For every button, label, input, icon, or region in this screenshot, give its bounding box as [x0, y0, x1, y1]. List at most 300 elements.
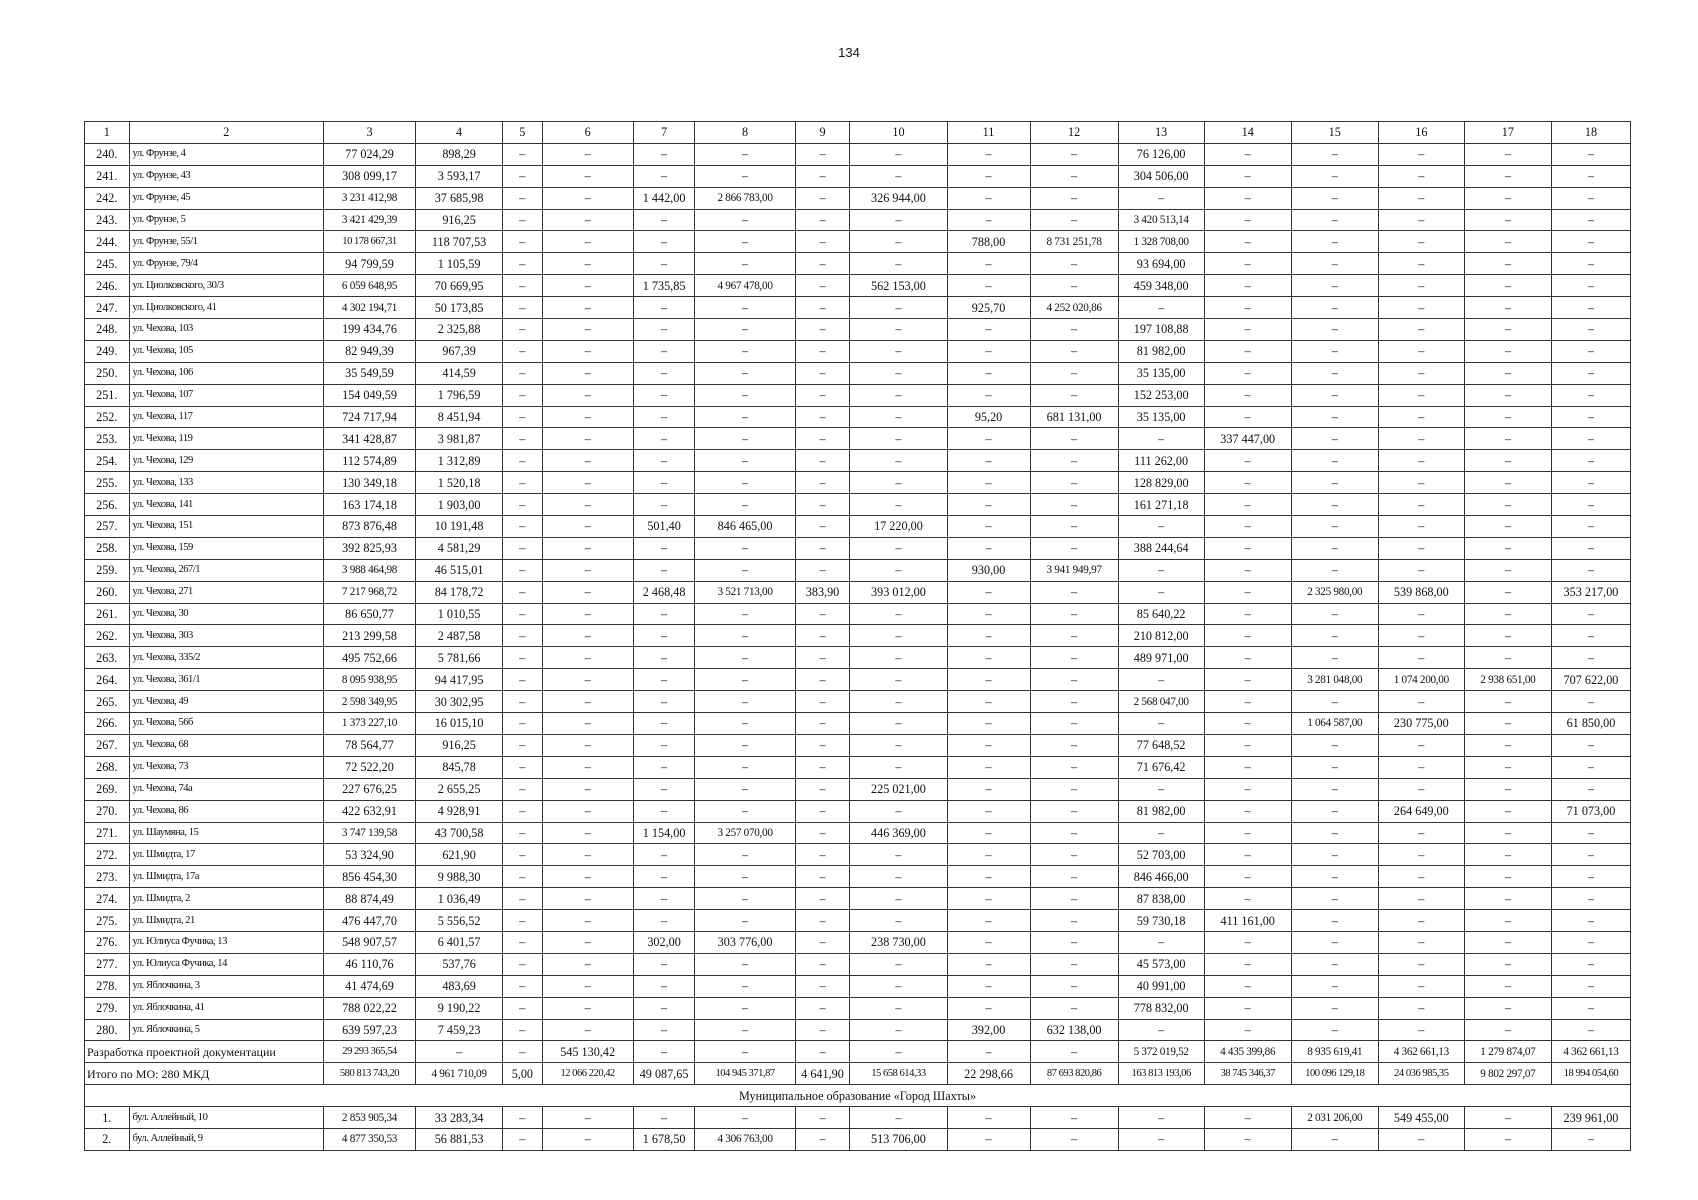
value-cell: –: [795, 362, 850, 384]
value-cell: –: [850, 691, 947, 713]
value-cell: –: [1291, 1019, 1378, 1041]
value-cell: –: [795, 647, 850, 669]
value-cell: –: [695, 559, 795, 581]
value-cell: –: [1204, 516, 1291, 538]
value-cell: 17 220,00: [850, 516, 947, 538]
address-cell: ул. Чехова, 73: [129, 756, 323, 778]
value-cell: –: [1204, 559, 1291, 581]
value-cell: –: [1551, 537, 1630, 559]
value-cell: 161 271,18: [1118, 494, 1204, 516]
value-cell: 37 685,98: [416, 187, 503, 209]
value-cell: –: [503, 340, 542, 362]
value-cell: –: [695, 362, 795, 384]
value-cell: –: [947, 319, 1030, 341]
address-cell: ул. Шмидта, 2: [129, 888, 323, 910]
value-cell: –: [542, 143, 633, 165]
value-cell: –: [1204, 800, 1291, 822]
value-cell: –: [1030, 866, 1118, 888]
value-cell: –: [947, 209, 1030, 231]
value-cell: –: [1030, 713, 1118, 735]
value-cell: –: [633, 669, 695, 691]
value-cell: 8 095 938,95: [323, 669, 415, 691]
value-cell: 3 281 048,00: [1291, 669, 1378, 691]
value-cell: –: [795, 931, 850, 953]
address-cell: ул. Чехова, 151: [129, 516, 323, 538]
table-row: [85, 844, 1631, 866]
value-cell: 724 717,94: [323, 406, 415, 428]
value-cell: 84 178,72: [416, 581, 503, 603]
column-number-13: 13: [1118, 122, 1204, 144]
value-cell: –: [542, 165, 633, 187]
value-cell: –: [947, 866, 1030, 888]
value-cell: –: [542, 603, 633, 625]
row-number-cell: 240.: [85, 143, 130, 165]
value-cell: 2 853 905,34: [323, 1107, 415, 1129]
value-cell: –: [542, 691, 633, 713]
value-cell: –: [795, 187, 850, 209]
value-cell: –: [947, 428, 1030, 450]
value-cell: 118 707,53: [416, 231, 503, 253]
value-cell: –: [1551, 975, 1630, 997]
row-number-cell: 278.: [85, 975, 130, 997]
address-cell: ул. Шаумяна, 15: [129, 822, 323, 844]
value-cell: –: [947, 625, 1030, 647]
value-cell: –: [1291, 340, 1378, 362]
table-row: [85, 165, 1631, 187]
value-cell: 72 522,20: [323, 756, 415, 778]
value-cell: –: [850, 297, 947, 319]
row-number-cell: 255.: [85, 472, 130, 494]
address-cell: ул. Чехова, 106: [129, 362, 323, 384]
value-cell: –: [1291, 143, 1378, 165]
value-cell: –: [503, 165, 542, 187]
value-cell: –: [1464, 209, 1551, 231]
value-cell: 163 813 193,06: [1118, 1063, 1204, 1085]
value-cell: –: [503, 472, 542, 494]
value-cell: –: [1464, 253, 1551, 275]
value-cell: –: [947, 450, 1030, 472]
value-cell: –: [1378, 953, 1464, 975]
value-cell: 104 945 371,87: [695, 1063, 795, 1085]
value-cell: –: [503, 559, 542, 581]
value-cell: –: [1551, 143, 1630, 165]
value-cell: –: [1464, 165, 1551, 187]
column-number-7: 7: [633, 122, 695, 144]
table-row: [85, 581, 1631, 603]
value-cell: –: [1551, 822, 1630, 844]
value-cell: 71 073,00: [1551, 800, 1630, 822]
value-cell: 52 703,00: [1118, 844, 1204, 866]
value-cell: –: [1204, 143, 1291, 165]
value-cell: –: [1030, 1107, 1118, 1129]
value-cell: 77 024,29: [323, 143, 415, 165]
value-cell: 163 174,18: [323, 494, 415, 516]
value-cell: –: [633, 406, 695, 428]
value-cell: –: [542, 1019, 633, 1041]
value-cell: –: [947, 494, 1030, 516]
value-cell: –: [542, 472, 633, 494]
value-cell: 967,39: [416, 340, 503, 362]
value-cell: –: [503, 778, 542, 800]
value-cell: –: [1464, 494, 1551, 516]
value-cell: –: [1464, 1128, 1551, 1150]
row-number-cell: 242.: [85, 187, 130, 209]
value-cell: –: [542, 187, 633, 209]
value-cell: –: [1118, 1128, 1204, 1150]
value-cell: –: [1204, 362, 1291, 384]
value-cell: 1 010,55: [416, 603, 503, 625]
value-cell: 46 110,76: [323, 953, 415, 975]
value-cell: –: [850, 844, 947, 866]
value-cell: 82 949,39: [323, 340, 415, 362]
value-cell: –: [1204, 756, 1291, 778]
value-cell: –: [850, 450, 947, 472]
column-number-6: 6: [542, 122, 633, 144]
value-cell: –: [1204, 319, 1291, 341]
value-cell: 392,00: [947, 1019, 1030, 1041]
value-cell: –: [1204, 844, 1291, 866]
value-cell: –: [1551, 362, 1630, 384]
row-number-cell: 258.: [85, 537, 130, 559]
address-cell: ул. Чехова, 105: [129, 340, 323, 362]
value-cell: 43 700,58: [416, 822, 503, 844]
value-cell: –: [1551, 209, 1630, 231]
value-cell: 3 231 412,98: [323, 187, 415, 209]
value-cell: –: [795, 778, 850, 800]
table-row: [85, 888, 1631, 910]
value-cell: –: [542, 362, 633, 384]
value-cell: 778 832,00: [1118, 997, 1204, 1019]
value-cell: –: [1378, 975, 1464, 997]
value-cell: –: [947, 1041, 1030, 1063]
value-cell: –: [1551, 165, 1630, 187]
value-cell: –: [947, 253, 1030, 275]
value-cell: –: [795, 450, 850, 472]
value-cell: 10 191,48: [416, 516, 503, 538]
value-cell: –: [795, 143, 850, 165]
value-cell: –: [1551, 275, 1630, 297]
value-cell: –: [633, 472, 695, 494]
value-cell: –: [633, 253, 695, 275]
value-cell: –: [795, 165, 850, 187]
value-cell: –: [795, 559, 850, 581]
value-cell: –: [1118, 516, 1204, 538]
value-cell: –: [947, 537, 1030, 559]
value-cell: –: [633, 800, 695, 822]
value-cell: 898,29: [416, 143, 503, 165]
table-row: [85, 559, 1631, 581]
value-cell: –: [850, 800, 947, 822]
value-cell: –: [633, 209, 695, 231]
value-cell: –: [795, 231, 850, 253]
table-row: [85, 756, 1631, 778]
value-cell: –: [542, 494, 633, 516]
value-cell: –: [695, 866, 795, 888]
address-cell: ул. Чехова, 159: [129, 537, 323, 559]
value-cell: 873 876,48: [323, 516, 415, 538]
value-cell: –: [1378, 406, 1464, 428]
address-cell: ул. Шмидта, 17: [129, 844, 323, 866]
table-row: [85, 494, 1631, 516]
value-cell: –: [1464, 384, 1551, 406]
value-cell: –: [1378, 625, 1464, 647]
value-cell: –: [1030, 340, 1118, 362]
value-cell: –: [503, 450, 542, 472]
value-cell: –: [1378, 472, 1464, 494]
value-cell: –: [947, 669, 1030, 691]
value-cell: 16 015,10: [416, 713, 503, 735]
value-cell: 846 466,00: [1118, 866, 1204, 888]
address-cell: ул. Чехова, 303: [129, 625, 323, 647]
value-cell: –: [1551, 428, 1630, 450]
value-cell: –: [1204, 1019, 1291, 1041]
value-cell: –: [503, 1128, 542, 1150]
value-cell: –: [795, 1107, 850, 1129]
value-cell: –: [542, 822, 633, 844]
column-number-3: 3: [323, 122, 415, 144]
value-cell: –: [850, 756, 947, 778]
value-cell: 2 866 783,00: [695, 187, 795, 209]
value-cell: –: [850, 888, 947, 910]
value-cell: –: [1291, 953, 1378, 975]
value-cell: –: [542, 340, 633, 362]
value-cell: 3 988 464,98: [323, 559, 415, 581]
value-cell: –: [947, 910, 1030, 932]
value-cell: 2 325 980,00: [1291, 581, 1378, 603]
value-cell: –: [1291, 1128, 1378, 1150]
value-cell: –: [1204, 647, 1291, 669]
value-cell: –: [1464, 778, 1551, 800]
value-cell: 489 971,00: [1118, 647, 1204, 669]
column-number-14: 14: [1204, 122, 1291, 144]
value-cell: –: [1378, 559, 1464, 581]
value-cell: –: [1204, 734, 1291, 756]
value-cell: –: [1464, 603, 1551, 625]
column-number-5: 5: [503, 122, 542, 144]
value-cell: –: [1204, 822, 1291, 844]
value-cell: –: [1551, 910, 1630, 932]
value-cell: –: [1464, 319, 1551, 341]
value-cell: –: [503, 362, 542, 384]
table-row: [85, 187, 1631, 209]
value-cell: –: [947, 603, 1030, 625]
value-cell: –: [850, 997, 947, 1019]
value-cell: –: [1551, 297, 1630, 319]
value-cell: –: [695, 691, 795, 713]
value-cell: –: [850, 603, 947, 625]
value-cell: –: [503, 625, 542, 647]
value-cell: –: [1551, 319, 1630, 341]
value-cell: –: [1030, 778, 1118, 800]
value-cell: –: [1204, 1107, 1291, 1129]
value-cell: –: [542, 713, 633, 735]
value-cell: –: [695, 888, 795, 910]
value-cell: –: [947, 581, 1030, 603]
value-cell: –: [1118, 1107, 1204, 1129]
address-cell: бул. Аллейный, 10: [129, 1107, 323, 1129]
value-cell: 6 059 648,95: [323, 275, 415, 297]
value-cell: –: [1118, 713, 1204, 735]
value-cell: –: [1464, 187, 1551, 209]
value-cell: –: [1551, 778, 1630, 800]
value-cell: –: [542, 1107, 633, 1129]
value-cell: 392 825,93: [323, 537, 415, 559]
value-cell: 225 021,00: [850, 778, 947, 800]
value-cell: –: [542, 428, 633, 450]
value-cell: –: [795, 340, 850, 362]
value-cell: –: [1204, 253, 1291, 275]
value-cell: –: [1030, 997, 1118, 1019]
page-number: 134: [838, 45, 860, 60]
value-cell: –: [1204, 275, 1291, 297]
value-cell: –: [1291, 866, 1378, 888]
value-cell: –: [633, 778, 695, 800]
total-row: [85, 1063, 1631, 1085]
value-cell: –: [947, 1128, 1030, 1150]
value-cell: –: [1464, 953, 1551, 975]
value-cell: 77 648,52: [1118, 734, 1204, 756]
value-cell: –: [850, 647, 947, 669]
value-cell: –: [1464, 997, 1551, 1019]
value-cell: –: [1204, 165, 1291, 187]
value-cell: –: [542, 625, 633, 647]
table-row: [85, 231, 1631, 253]
value-cell: –: [1030, 494, 1118, 516]
value-cell: –: [1030, 1041, 1118, 1063]
value-cell: –: [542, 1128, 633, 1150]
value-cell: 18 994 054,60: [1551, 1063, 1630, 1085]
value-cell: –: [1291, 450, 1378, 472]
value-cell: –: [795, 297, 850, 319]
address-cell: ул. Фрунзе, 79/4: [129, 253, 323, 275]
value-cell: –: [1464, 450, 1551, 472]
value-cell: –: [1551, 888, 1630, 910]
address-cell: ул. Циолковского, 30/3: [129, 275, 323, 297]
value-cell: 210 812,00: [1118, 625, 1204, 647]
value-cell: –: [503, 319, 542, 341]
value-cell: –: [1204, 866, 1291, 888]
value-cell: 2 598 349,95: [323, 691, 415, 713]
value-cell: –: [542, 559, 633, 581]
value-cell: –: [1464, 822, 1551, 844]
value-cell: –: [1464, 866, 1551, 888]
value-cell: 100 096 129,18: [1291, 1063, 1378, 1085]
value-cell: 681 131,00: [1030, 406, 1118, 428]
value-cell: –: [633, 362, 695, 384]
value-cell: –: [795, 253, 850, 275]
value-cell: 3 521 713,00: [695, 581, 795, 603]
value-cell: –: [1464, 231, 1551, 253]
value-cell: –: [1291, 472, 1378, 494]
value-cell: –: [850, 253, 947, 275]
value-cell: –: [795, 953, 850, 975]
row-number-cell: 254.: [85, 450, 130, 472]
value-cell: 2 655,25: [416, 778, 503, 800]
value-cell: 2 031 206,00: [1291, 1107, 1378, 1129]
value-cell: –: [795, 472, 850, 494]
value-cell: –: [1378, 910, 1464, 932]
value-cell: –: [1464, 537, 1551, 559]
value-cell: –: [633, 888, 695, 910]
value-cell: –: [695, 340, 795, 362]
value-cell: –: [1378, 231, 1464, 253]
value-cell: 1 735,85: [633, 275, 695, 297]
value-cell: –: [542, 953, 633, 975]
value-cell: –: [850, 494, 947, 516]
value-cell: –: [695, 756, 795, 778]
value-cell: 326 944,00: [850, 187, 947, 209]
value-cell: –: [795, 844, 850, 866]
value-cell: –: [1378, 647, 1464, 669]
value-cell: –: [503, 297, 542, 319]
value-cell: 238 730,00: [850, 931, 947, 953]
value-cell: –: [1291, 537, 1378, 559]
value-cell: –: [1030, 603, 1118, 625]
table-row: [85, 384, 1631, 406]
address-cell: ул. Яблочкина, 41: [129, 997, 323, 1019]
value-cell: 545 130,42: [542, 1041, 633, 1063]
value-cell: –: [1291, 494, 1378, 516]
value-cell: 393 012,00: [850, 581, 947, 603]
value-cell: 94 799,59: [323, 253, 415, 275]
value-cell: –: [633, 428, 695, 450]
value-cell: –: [1464, 691, 1551, 713]
value-cell: –: [503, 603, 542, 625]
row-number-cell: 266.: [85, 713, 130, 735]
value-cell: –: [795, 537, 850, 559]
value-cell: –: [1291, 165, 1378, 187]
column-number-16: 16: [1378, 122, 1464, 144]
row-number-cell: 273.: [85, 866, 130, 888]
table-row: [85, 537, 1631, 559]
value-cell: 2 938 651,00: [1464, 669, 1551, 691]
value-cell: 788 022,22: [323, 997, 415, 1019]
value-cell: 2 468,48: [633, 581, 695, 603]
value-cell: –: [1291, 603, 1378, 625]
column-number-18: 18: [1551, 122, 1630, 144]
value-cell: –: [1291, 516, 1378, 538]
value-cell: –: [947, 844, 1030, 866]
address-cell: ул. Шмидта, 21: [129, 910, 323, 932]
value-cell: –: [1464, 844, 1551, 866]
value-cell: –: [1551, 384, 1630, 406]
value-cell: –: [1291, 778, 1378, 800]
value-cell: –: [1551, 1128, 1630, 1150]
value-cell: –: [1291, 910, 1378, 932]
value-cell: –: [1291, 844, 1378, 866]
value-cell: –: [542, 647, 633, 669]
value-cell: 81 982,00: [1118, 800, 1204, 822]
value-cell: –: [1551, 406, 1630, 428]
value-cell: –: [1551, 953, 1630, 975]
column-number-1: 1: [85, 122, 130, 144]
value-cell: –: [795, 691, 850, 713]
value-cell: –: [1378, 253, 1464, 275]
column-number-9: 9: [795, 122, 850, 144]
value-cell: –: [1378, 756, 1464, 778]
value-cell: –: [1551, 756, 1630, 778]
address-cell: ул. Чехова, 361/1: [129, 669, 323, 691]
value-cell: –: [1204, 625, 1291, 647]
value-cell: –: [1464, 143, 1551, 165]
value-cell: –: [1118, 428, 1204, 450]
value-cell: –: [633, 494, 695, 516]
value-cell: –: [947, 713, 1030, 735]
value-cell: 6 401,57: [416, 931, 503, 953]
value-cell: –: [1204, 888, 1291, 910]
value-cell: 621,90: [416, 844, 503, 866]
value-cell: –: [503, 888, 542, 910]
